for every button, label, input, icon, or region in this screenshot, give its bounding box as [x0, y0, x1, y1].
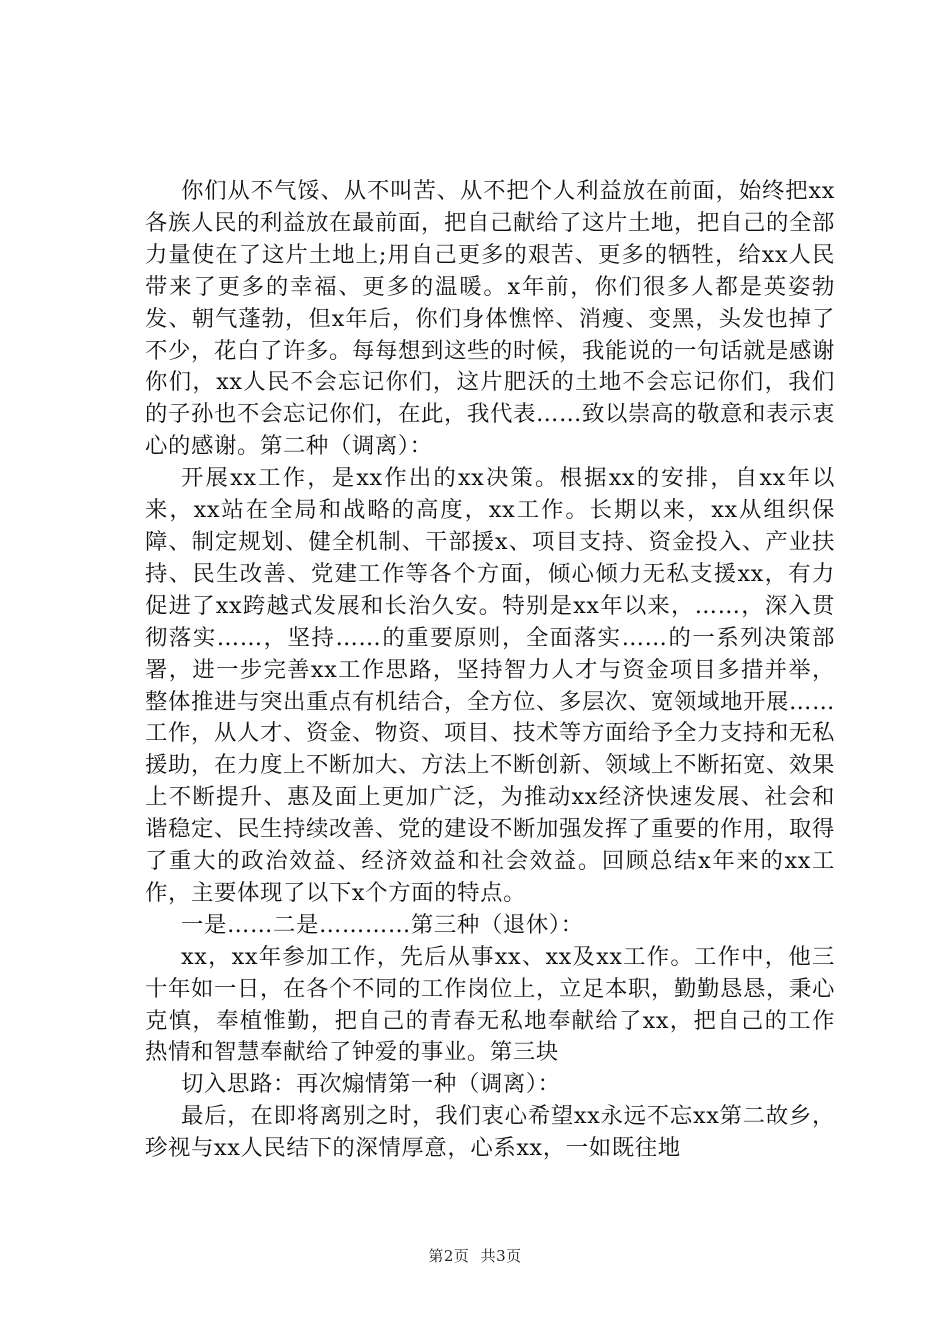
document-body [145, 176, 835, 1165]
page-total: 共3页 [480, 1247, 522, 1265]
page-number: 第2页 [428, 1247, 470, 1265]
paragraph-approach: 切入思路：再次煽情第一种（调离）： [181, 1071, 561, 1098]
paragraph-third-type: 一是……二是…………第三种（退休）： [181, 911, 584, 938]
page-footer [0, 1246, 950, 1266]
paragraph-gratitude: 你们从不气馁、从不叫苦、从不把个人利益放在前面，始终把xx各族人民的利益放在最前面，把自己献给了这片土地，把自己的全部力量使在了这片土地上;用自己更多的艰苦、更多的牺牲，给xx人民带来了更多的幸福、更多的温暖。x年前，你们很多人都是英姿勃发、朝气蓬勃，但x年后，你们身体憔悴、消瘦、变黑，头发也掉了不少，花白了许多。每每想到这些的时候，我能说的一句话就是感谢你们，xx人民不会忘记你们，这片肥沃的土地不会忘记你们，我们的子孙也不会忘记你们，在此，我代表……致以崇高的敬意和表示衷心的感谢。第二种（调离）： [145, 178, 835, 460]
paragraph-work-review: 开展xx工作，是xx作出的xx决策。根据xx的安排，自xx年以来，xx站在全局和战略的高度，xx工作。长期以来，xx从组织保障、制定规划、健全机制、干部援x、项目支持、资金投入、产业扶持、民生改善、党建工作等各个方面，倾心倾力无私支援xx，有力促进了xx跨越式发展和长治久安。特别是xx年以来，……，深入贯彻落实……，坚持……的重要原则，全面落实……的一系列决策部署，进一步完善xx工作思路，坚持智力人才与资金项目多措并举，整体推进与突出重点有机结合，全方位、多层次、宽领域地开展……工作，从人才、资金、物资、项目、技术等方面给予全力支持和无私援助，在力度上不断加大、方法上不断创新、领域上不断拓宽、效果上不断提升、惠及面上更加广泛，为推动xx经济快速发展、社会和谐稳定、民生持续改善、党的建设不断加强发挥了重要的作用，取得了重大的政治效益、经济效益和社会效益。回顾总结x年来的xx工作，主要体现了以下x个方面的特点。 [145, 465, 835, 906]
paragraph-farewell: 最后，在即将离别之时，我们衷心希望xx永远不忘xx第二故乡，珍视与xx人民结下的深情厚意，心系xx，一如既往地 [145, 1103, 835, 1162]
paragraph-retirement: xx，xx年参加工作，先后从事xx、xx及xx工作。工作中，他三十年如一日，在各个不同的工作岗位上，立足本职，勤勤恳恳，秉心克慎，奉植惟勤，把自己的青春无私地奉献给了xx，把自己的工作热情和智慧奉献给了钟爱的事业。第三块 [145, 943, 835, 1066]
